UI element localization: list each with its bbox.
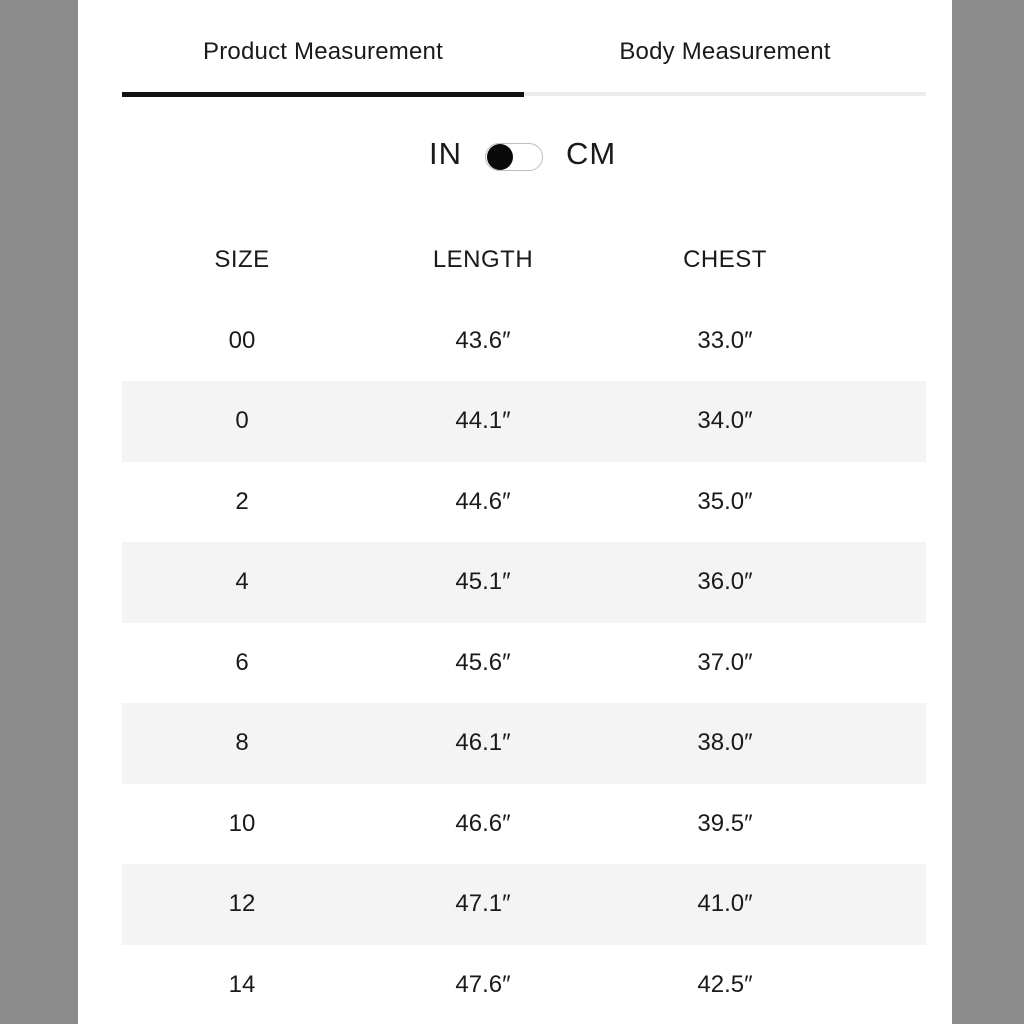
- table-row: [122, 703, 926, 784]
- size-cell: 12: [228, 890, 256, 917]
- unit-toggle-switch[interactable]: [485, 143, 543, 171]
- table-row: [122, 462, 926, 543]
- size-cell: 6: [235, 648, 249, 676]
- table-row: [122, 945, 926, 1024]
- size-cell: 00: [228, 326, 256, 354]
- tab-body-measurement[interactable]: Body Measurement: [619, 38, 831, 65]
- length-cell: 44.6″: [455, 487, 511, 515]
- length-cell: 45.1″: [455, 568, 511, 595]
- length-cell: 44.1″: [455, 407, 511, 434]
- chest-cell: 41.0″: [697, 890, 753, 917]
- size-table: [122, 220, 926, 1024]
- chest-cell: 33.0″: [697, 326, 753, 354]
- length-cell: 46.1″: [455, 729, 511, 756]
- column-header-length: LENGTH: [432, 246, 534, 273]
- size-cell: 10: [228, 809, 256, 837]
- unit-label-in[interactable]: IN: [429, 136, 462, 171]
- table-header-row: [122, 220, 926, 301]
- unit-label-cm[interactable]: CM: [566, 136, 617, 171]
- table-row: [122, 864, 926, 945]
- chest-cell: 37.0″: [697, 648, 753, 676]
- table-row: [122, 381, 926, 462]
- chest-cell: 39.5″: [697, 809, 753, 837]
- table-row: [122, 784, 926, 865]
- active-tab-indicator: [122, 92, 524, 97]
- table-row: [122, 301, 926, 382]
- size-cell: 4: [235, 568, 249, 595]
- unit-toggle-row: [78, 132, 952, 182]
- size-cell: 8: [235, 729, 249, 756]
- chest-cell: 42.5″: [697, 970, 753, 998]
- size-cell: 2: [235, 487, 249, 515]
- length-cell: 43.6″: [455, 326, 511, 354]
- size-cell: 0: [235, 407, 249, 434]
- length-cell: 47.1″: [455, 890, 511, 917]
- column-header-size: SIZE: [214, 246, 270, 273]
- chest-cell: 38.0″: [697, 729, 753, 756]
- measurement-tabs: [122, 0, 926, 98]
- length-cell: 45.6″: [455, 648, 511, 676]
- size-chart-panel: [78, 0, 952, 1024]
- length-cell: 46.6″: [455, 809, 511, 837]
- toggle-knob: [487, 144, 513, 170]
- chest-cell: 34.0″: [697, 407, 753, 434]
- tab-product-measurement[interactable]: Product Measurement: [203, 38, 443, 65]
- size-cell: 14: [228, 970, 256, 998]
- chest-cell: 35.0″: [697, 487, 753, 515]
- column-header-chest: CHEST: [683, 246, 767, 273]
- table-row: [122, 542, 926, 623]
- length-cell: 47.6″: [455, 970, 511, 998]
- chest-cell: 36.0″: [697, 568, 753, 595]
- table-row: [122, 623, 926, 704]
